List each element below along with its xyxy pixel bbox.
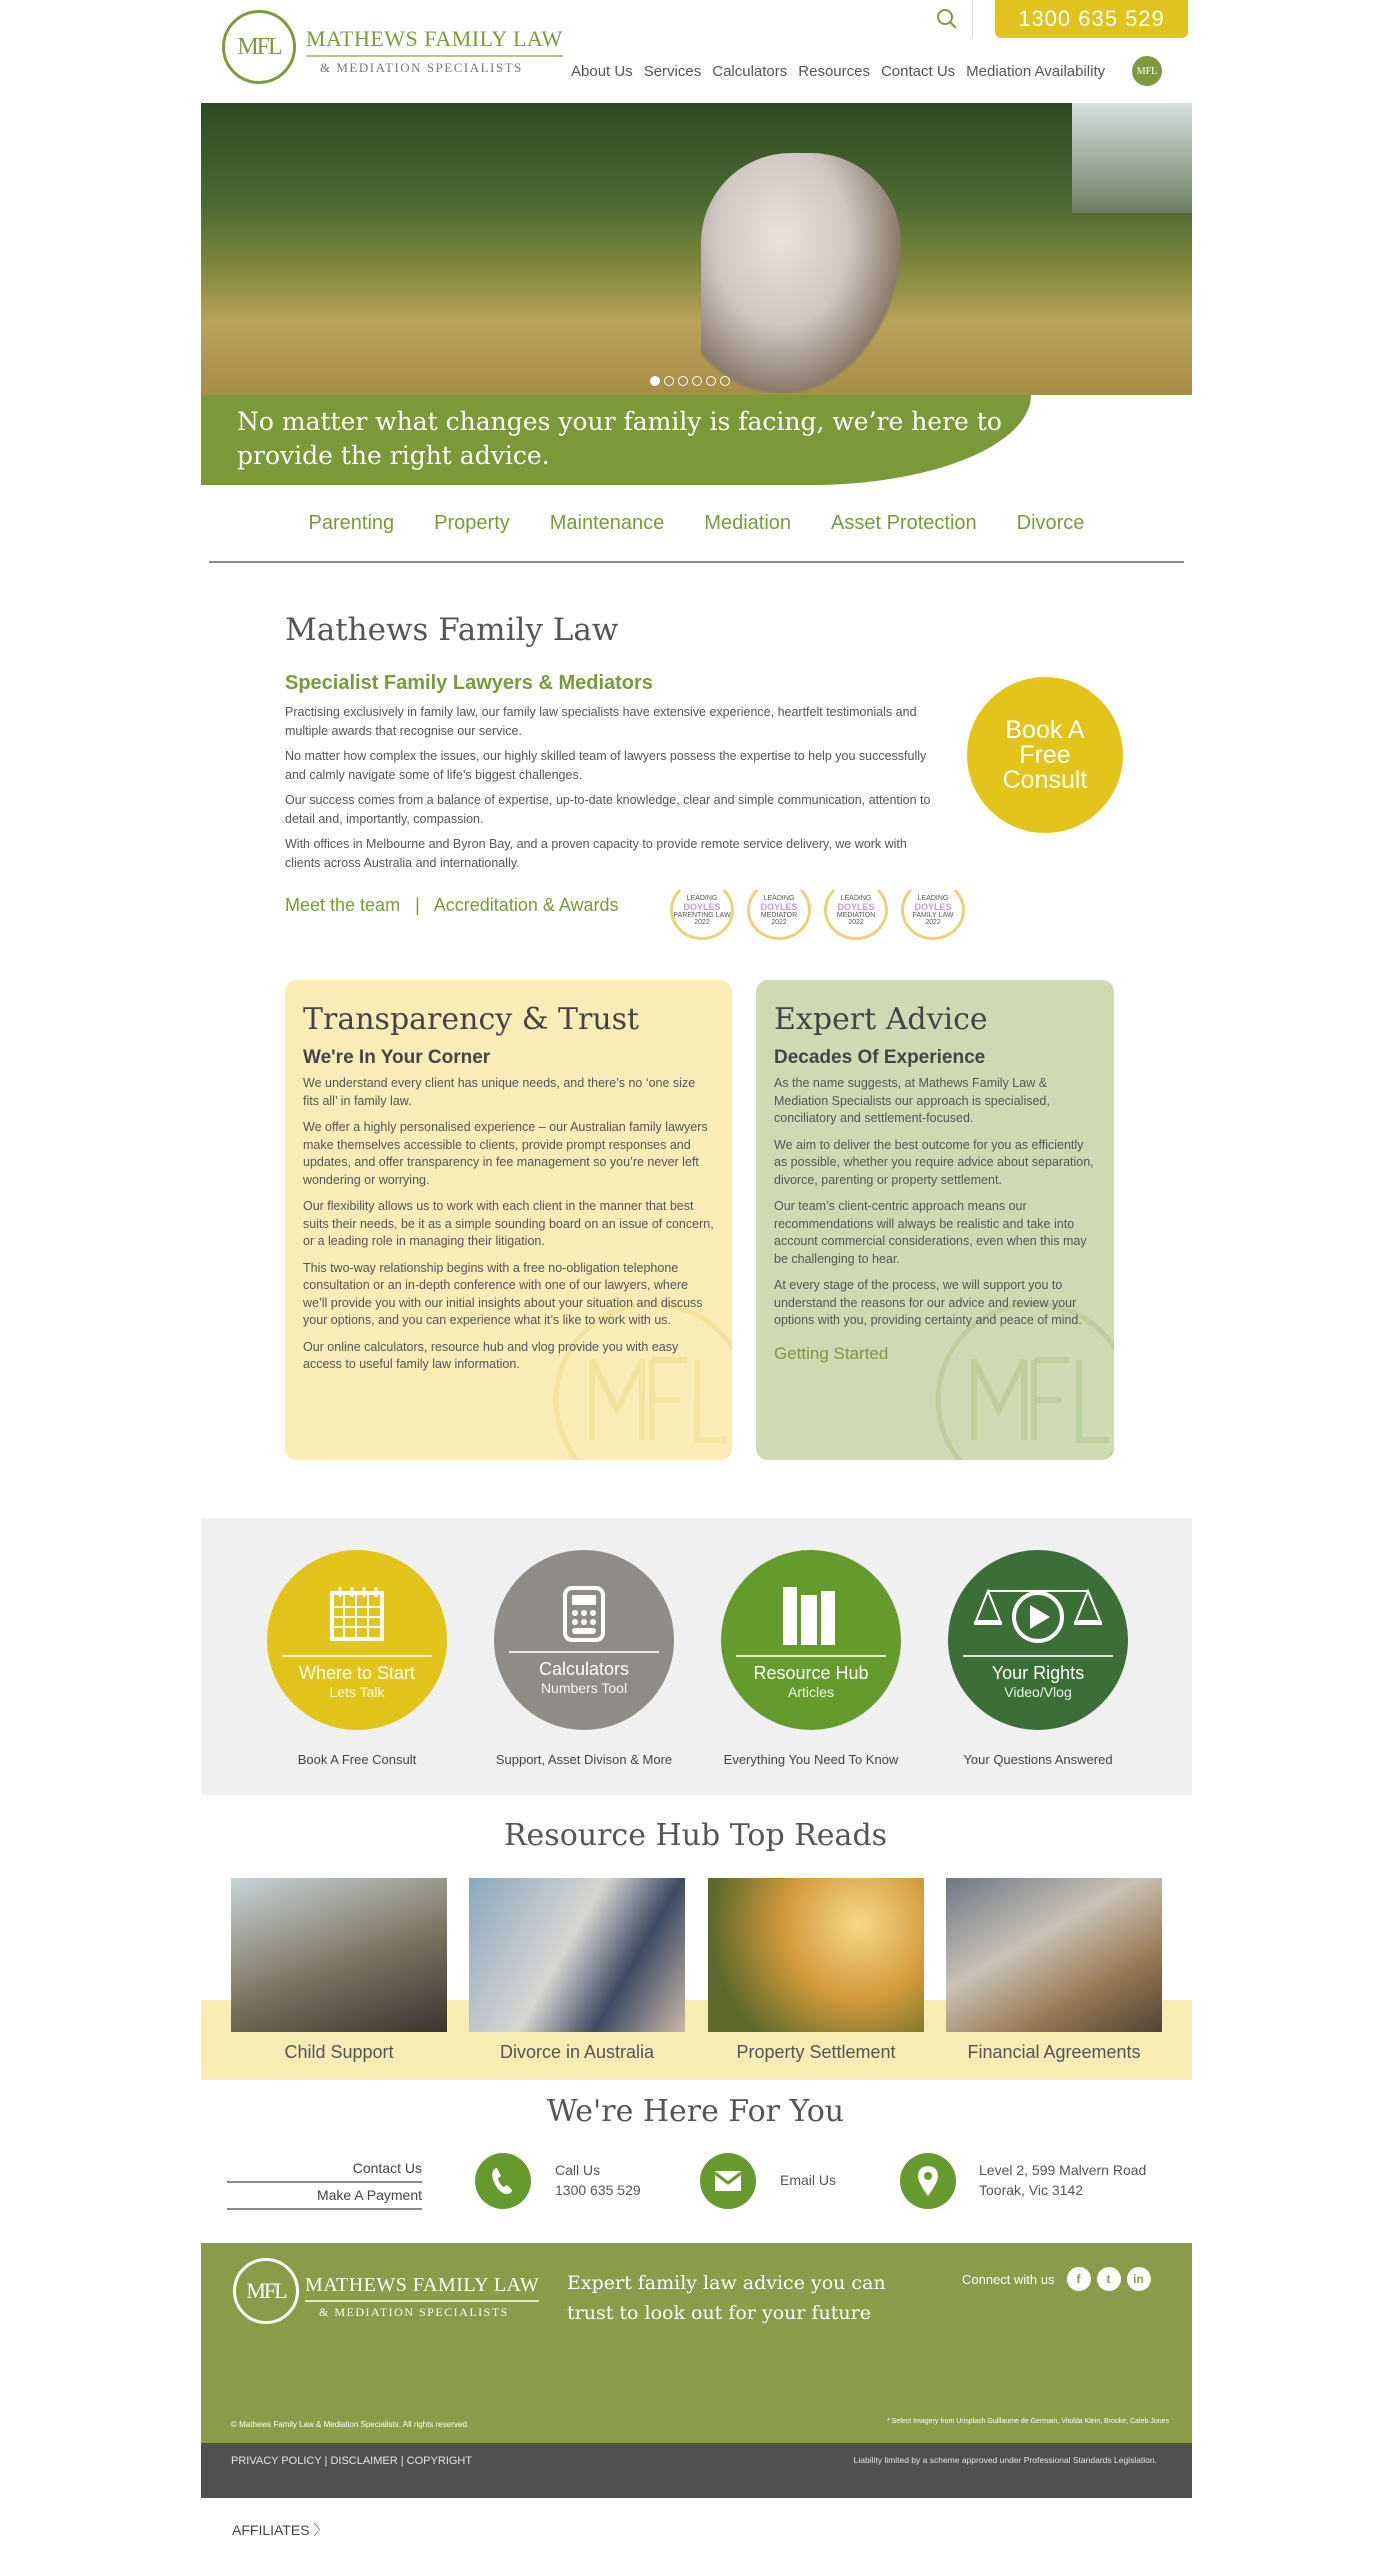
article-label[interactable]: Financial Agreements bbox=[967, 2042, 1141, 2062]
card-paragraph: At every stage of the process, we will support you to understand the reasons for our advice and review your options with you, providing certainty and peace of mind. bbox=[774, 1278, 1082, 1327]
tab-property[interactable]: Property bbox=[434, 512, 510, 534]
tile-your-rights[interactable] bbox=[948, 1550, 1128, 1767]
badge-brand: DOYLES bbox=[837, 901, 875, 912]
badge-brand: DOYLES bbox=[914, 901, 952, 912]
address-line2: Toorak, Vic 3142 bbox=[979, 2182, 1084, 2198]
tile-circle[interactable] bbox=[267, 1550, 447, 1730]
nav-resources[interactable]: Resources bbox=[798, 63, 870, 80]
tab-mediation[interactable]: Mediation bbox=[704, 512, 792, 534]
image-credit: * Select Imagery from Unsplash Guillaume de Germain, Vitolda Klein, Brooke, Caleb Jones bbox=[887, 2418, 1169, 2425]
quick-links-band bbox=[201, 1518, 1192, 1795]
hero-slider bbox=[201, 103, 1192, 485]
search-icon[interactable] bbox=[936, 8, 958, 30]
article-label[interactable]: Divorce in Australia bbox=[499, 2042, 655, 2062]
hero-family bbox=[701, 153, 901, 393]
affiliates-link[interactable]: AFFILIATES 〉 bbox=[232, 2522, 328, 2538]
card-title: Transparency & Trust bbox=[303, 1002, 640, 1037]
card-paragraph: As the name suggests, at Mathews Family Law & Mediation Specialists our approach is specialised, conciliatory and settlement-focused. bbox=[774, 1076, 1050, 1125]
tile-title: Resource Hub bbox=[753, 1663, 869, 1683]
tile-divider bbox=[736, 1655, 886, 1657]
email-icon[interactable] bbox=[700, 2153, 756, 2209]
doyles-badge bbox=[670, 880, 734, 940]
badge-area: PARENTING LAW bbox=[673, 911, 731, 919]
tile-subtitle: Video/Vlog bbox=[1004, 1684, 1072, 1700]
address-line1: Level 2, 599 Malvern Road bbox=[979, 2162, 1147, 2178]
article-label[interactable]: Property Settlement bbox=[736, 2042, 896, 2062]
calculator-icon bbox=[562, 1585, 606, 1643]
contact-us-link[interactable]: Contact Us bbox=[227, 2156, 422, 2183]
tile-where-to-start[interactable] bbox=[267, 1550, 447, 1767]
phone-icon[interactable] bbox=[475, 2153, 531, 2209]
slider-dot[interactable] bbox=[706, 376, 716, 386]
card-paragraph: Our flexibility allows us to work with each client in the manner that best suits their needs, be it as a simple sounding board on an issue of concern, or a leading role in managing their litigation. bbox=[303, 1199, 714, 1248]
hero-image bbox=[201, 103, 1192, 395]
doyles-badge bbox=[901, 880, 965, 940]
make-payment-link[interactable]: Make A Payment bbox=[227, 2183, 422, 2210]
books-icon bbox=[781, 1585, 841, 1647]
accreditation-link[interactable]: Accreditation & Awards bbox=[433, 895, 619, 915]
card-subtitle: We're In Your Corner bbox=[303, 1047, 491, 1068]
call-us[interactable] bbox=[555, 2160, 641, 2200]
read-financial-agreements[interactable] bbox=[946, 1878, 1162, 2063]
top-reads-title: Resource Hub Top Reads bbox=[503, 1818, 888, 1853]
intro-paragraph: Our success comes from a balance of expertise, up-to-date knowledge, clear and simple communication, attention to detail and, importantly, compassion. bbox=[285, 793, 931, 826]
tile-calculators[interactable] bbox=[494, 1550, 674, 1767]
card-paragraph: Our team’s client-centric approach means our recommendations will always be realistic and take into account commercial considerations, even when this may be challenging to hear. bbox=[774, 1199, 1087, 1266]
hero-sky bbox=[1072, 103, 1192, 213]
slider-dot[interactable] bbox=[678, 376, 688, 386]
logo-line2: & MEDIATION SPECIALISTS bbox=[319, 2305, 509, 2319]
legal-links[interactable]: PRIVACY POLICY | DISCLAIMER | COPYRIGHT bbox=[231, 2455, 473, 2467]
legal-bar bbox=[201, 2443, 1192, 2498]
tab-divorce[interactable]: Divorce bbox=[1016, 512, 1085, 534]
logo-mark: MFL bbox=[222, 10, 296, 84]
badge-top: LEADING bbox=[686, 894, 718, 902]
tile-title: Calculators bbox=[538, 1659, 630, 1679]
meet-the-team-link[interactable]: Meet the team bbox=[285, 895, 401, 915]
intro-paragraph: With offices in Melbourne and Byron Bay, and a proven capacity to provide remote service delivery, we work with clients across Australia and internationally. bbox=[285, 837, 907, 870]
slider-dots bbox=[650, 376, 730, 386]
badge-year: 2022 bbox=[848, 918, 864, 926]
intro-body bbox=[285, 703, 945, 879]
slider-dot[interactable] bbox=[692, 376, 702, 386]
card-paragraph: We aim to deliver the best outcome for you as efficiently as possible, whether you require advice about separation, divorce, parenting or property settlement. bbox=[774, 1137, 1094, 1187]
transparency-trust-card bbox=[285, 980, 732, 1460]
tile-caption: Your Questions Answered bbox=[963, 1752, 1113, 1767]
expert-advice-card bbox=[756, 980, 1114, 1460]
slider-dot[interactable] bbox=[664, 376, 674, 386]
card-paragraph: Our online calculators, resource hub and vlog provide you with easy access to useful family law information. bbox=[303, 1339, 679, 1371]
tile-subtitle: Articles bbox=[788, 1684, 834, 1700]
contact-title: We're Here For You bbox=[546, 2094, 845, 2129]
card-subtitle: Decades Of Experience bbox=[774, 1047, 986, 1068]
tab-parenting[interactable]: Parenting bbox=[308, 512, 395, 534]
linkedin-icon[interactable]: in bbox=[1127, 2267, 1151, 2291]
tile-subtitle: Lets Talk bbox=[329, 1684, 385, 1700]
doyles-badge bbox=[747, 880, 811, 940]
service-tabs bbox=[209, 512, 1184, 563]
intro-paragraph: Practising exclusively in family law, our family law specialists have extensive experience, heartfelt testimonials and multiple awards that recognise our service. bbox=[285, 705, 917, 738]
tile-divider bbox=[509, 1651, 659, 1653]
badge-year: 2022 bbox=[925, 918, 941, 926]
email-us-link[interactable]: Email Us bbox=[780, 2172, 837, 2188]
article-image[interactable] bbox=[469, 1878, 685, 2032]
nav-mediation-availability[interactable]: Mediation Availability bbox=[966, 63, 1106, 80]
call-label: Call Us bbox=[555, 2162, 601, 2178]
read-child-support[interactable] bbox=[231, 1878, 447, 2063]
card-paragraph: This two-way relationship begins with a free no-obligation telephone consultation or an in-depth conference with one of our lawyers, where we’ll provide you with our initial insights about your situation and discuss your options, and you can experience what it’s like to work with us. bbox=[303, 1260, 703, 1327]
logo-line1: MATHEWS FAMILY LAW bbox=[305, 2274, 539, 2302]
liability-note: Liability limited by a scheme approved under Professional Standards Legislation. bbox=[853, 2455, 1157, 2465]
badge-area: MEDIATION bbox=[836, 911, 876, 919]
tile-divider bbox=[963, 1655, 1113, 1657]
tile-caption: Book A Free Consult bbox=[297, 1752, 417, 1767]
tile-circle[interactable] bbox=[494, 1550, 674, 1730]
calendar-icon bbox=[322, 1585, 392, 1647]
tile-circle[interactable] bbox=[721, 1550, 901, 1730]
connect-label: Connect with us bbox=[962, 2271, 1055, 2287]
copyright: © Mathews Family Law & Mediation Specialists. All rights reserved. bbox=[231, 2420, 469, 2429]
nav-contact-us[interactable]: Contact Us bbox=[880, 63, 956, 80]
intro-paragraph: No matter how complex the issues, our highly skilled team of lawyers possess the expertise to help you successfully and calmly navigate some of life’s biggest challenges. bbox=[285, 749, 927, 782]
badge-brand: DOYLES bbox=[760, 901, 798, 912]
read-property-settlement[interactable] bbox=[708, 1878, 924, 2063]
intro-subtitle: Specialist Family Lawyers & Mediators bbox=[285, 672, 653, 694]
footer-tagline: Expert family law advice you can trust to look out for your future bbox=[567, 2272, 886, 2324]
scales-play-icon bbox=[968, 1585, 1108, 1647]
tile-divider bbox=[282, 1655, 432, 1657]
logo-mark: MFL bbox=[233, 2258, 299, 2324]
tile-subtitle: Numbers Tool bbox=[540, 1680, 628, 1696]
badge-area: MEDIATOR bbox=[760, 911, 798, 919]
card-paragraph: We offer a highly personalised experience – our Australian family lawyers make themselves accessible to clients, provide prompt responses and updates, and offer transparency in fee management so you’re never left wondering or worrying. bbox=[303, 1120, 708, 1187]
main-nav bbox=[571, 63, 1105, 80]
contact-links bbox=[227, 2156, 422, 2210]
tile-caption: Everything You Need To Know bbox=[723, 1752, 899, 1767]
badge-year: 2022 bbox=[771, 918, 787, 926]
badge-top: LEADING bbox=[840, 894, 872, 902]
tile-circle[interactable] bbox=[948, 1550, 1128, 1730]
logo-line2: & MEDIATION SPECIALISTS bbox=[320, 60, 523, 75]
tile-resource-hub[interactable] bbox=[721, 1550, 901, 1767]
badge-area: FAMILY LAW bbox=[912, 911, 954, 919]
intro-title: Mathews Family Law bbox=[285, 612, 619, 648]
article-image[interactable] bbox=[231, 1878, 447, 2032]
book-button-label: Book A Free Consult bbox=[1002, 715, 1088, 794]
twitter-icon[interactable]: t bbox=[1097, 2267, 1121, 2291]
award-badges bbox=[670, 880, 965, 940]
read-divorce[interactable] bbox=[469, 1878, 685, 2063]
nav-about-us[interactable]: About Us bbox=[571, 63, 633, 80]
site-logo[interactable] bbox=[222, 10, 562, 86]
card-paragraph: We understand every client has unique needs, and there’s no ‘one size fits all’ in family law. bbox=[303, 1076, 696, 1108]
article-image[interactable] bbox=[946, 1878, 1162, 2032]
divider bbox=[972, 0, 973, 38]
link-separator: | bbox=[415, 895, 420, 915]
tab-asset-protection[interactable]: Asset Protection bbox=[831, 512, 977, 534]
article-image[interactable] bbox=[708, 1878, 924, 2032]
call-number[interactable]: 1300 635 529 bbox=[555, 2182, 641, 2198]
nav-services[interactable]: Services bbox=[643, 63, 702, 80]
badge-year: 2022 bbox=[694, 918, 710, 926]
badge-brand: DOYLES bbox=[683, 901, 721, 912]
intro-links bbox=[285, 895, 619, 916]
tile-title: Your Rights bbox=[991, 1663, 1085, 1683]
footer-logo[interactable] bbox=[233, 2258, 553, 2328]
address bbox=[979, 2160, 1146, 2200]
social-links bbox=[962, 2267, 1151, 2291]
getting-started-link[interactable]: Getting Started bbox=[774, 1343, 889, 1363]
book-free-consult-button[interactable] bbox=[967, 677, 1123, 833]
facebook-icon[interactable]: f bbox=[1067, 2267, 1091, 2291]
badge-top: LEADING bbox=[917, 894, 949, 902]
tab-maintenance[interactable]: Maintenance bbox=[549, 512, 665, 534]
hero-caption bbox=[201, 395, 1031, 485]
doyles-badge bbox=[824, 880, 888, 940]
mfl-badge-icon[interactable]: MFL bbox=[1132, 56, 1162, 86]
logo-line1: MATHEWS FAMILY LAW bbox=[306, 26, 563, 57]
phone-button[interactable]: 1300 635 529 bbox=[995, 0, 1188, 38]
tile-title: Where to Start bbox=[298, 1663, 416, 1683]
tile-caption: Support, Asset Divison & More bbox=[495, 1752, 673, 1767]
article-label[interactable]: Child Support bbox=[284, 2042, 394, 2062]
slider-dot[interactable] bbox=[720, 376, 730, 386]
slider-dot[interactable] bbox=[650, 376, 660, 386]
location-pin-icon[interactable] bbox=[900, 2153, 956, 2209]
nav-calculators[interactable]: Calculators bbox=[712, 63, 788, 80]
badge-top: LEADING bbox=[763, 894, 795, 902]
card-title: Expert Advice bbox=[774, 1002, 988, 1037]
hero-caption-text: No matter what changes your family is facing, we’re here to provide the right advice. bbox=[237, 407, 1002, 470]
